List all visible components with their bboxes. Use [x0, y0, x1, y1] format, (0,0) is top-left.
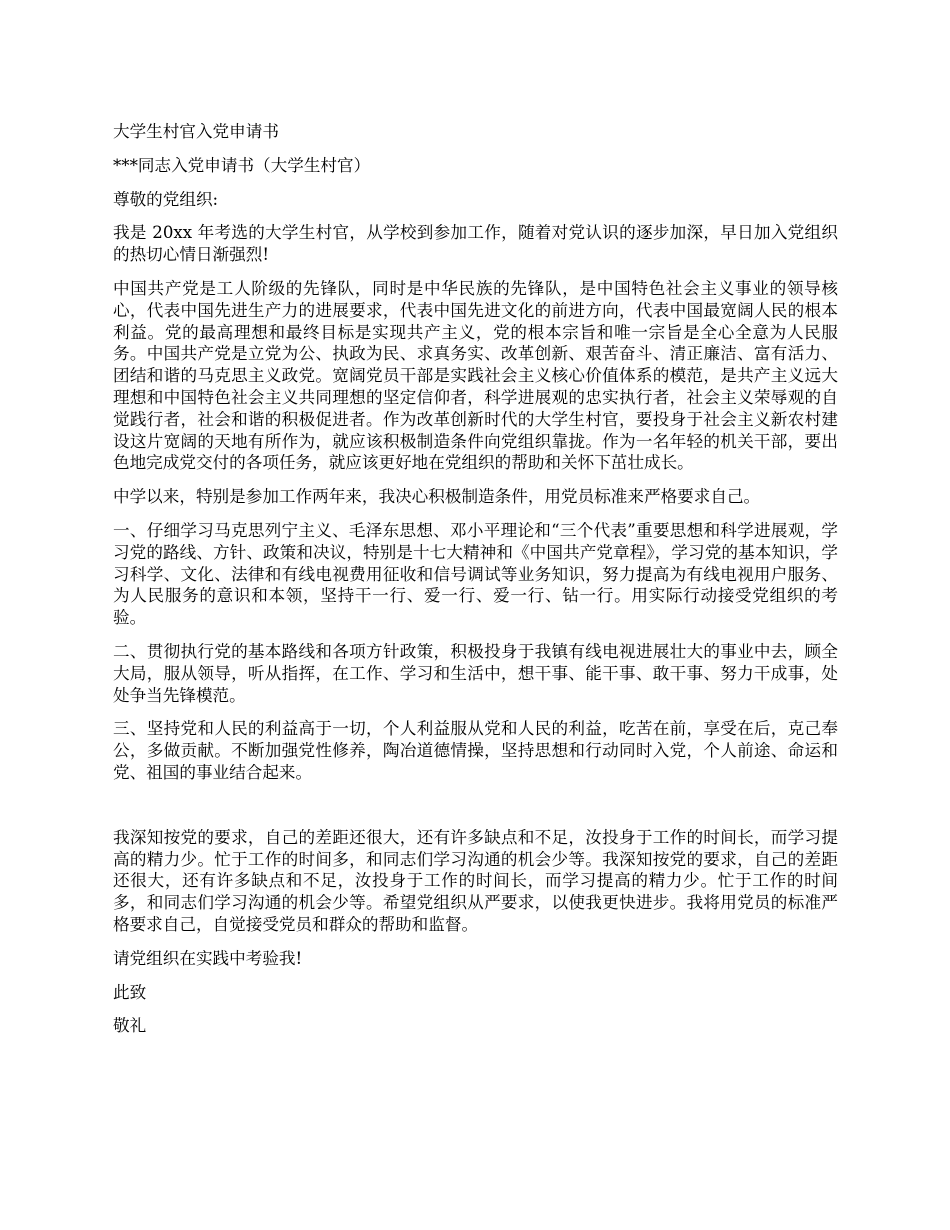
closing-jingli: 敬礼 — [113, 1016, 147, 1036]
paragraph-intro: 我是 20xx 年考选的大学生村官，从学校到参加工作，随着对党认识的逐步加深，早日加入党组织的热切心情日渐强烈! — [113, 223, 838, 265]
document-subtitle: ***同志入党申请书（大学生村官） — [113, 155, 371, 175]
closing-cizhi: 此致 — [113, 982, 147, 1002]
document-title: 大学生村官入党申请书 — [113, 122, 279, 141]
salutation: 尊敬的党组织: — [113, 189, 219, 209]
paragraph-commitment: 中学以来，特别是参加工作两年来，我决心积极制造条件，用党员标准来严格要求自己。 — [113, 487, 761, 507]
document-page — [113, 121, 838, 1049]
paragraph-point-two: 二、贯彻执行党的基本路线和各项方针政策，积极投身于我镇有线电视进展壮大的事业中去，顾全大局，服从领导，听从指挥，在工作、学习和生活中，想干事、能干事、敢干事、努力干成事，处处争当先锋模范。 — [113, 641, 838, 705]
paragraph-point-one: 一、仔细学习马克思列宁主义、毛泽东思想、邓小平理论和“三个代表”重要思想和科学进展观，学习党的路线、方针、政策和决议，特别是十七大精神和《中国共产党章程》，学习党的基本知识，学习科学、文化、法律和有线电视费用征收和信号调试等业务知识，努力提高为有线电视用户服务、为人民服务的意识和本领，坚持干一行、爱一行、爱一行、钻一行。用实际行动接受党组织的考验。 — [113, 520, 838, 628]
paragraph-request: 请党组织在实践中考验我! — [113, 948, 303, 968]
paragraph-party-description: 中国共产党是工人阶级的先锋队，同时是中华民族的先锋队，是中国特色社会主义事业的领导核心，代表中国先进生产力的进展要求，代表中国先进文化的前进方向，代表中国最宽阔人民的根本利益。党的最高理想和最终目标是实现共产主义，党的根本宗旨和唯一宗旨是全心全意为人民服务。中国共产党是立党为公、执政为民、求真务实、改革创新、艰苦奋斗、清正廉洁、富有活力、团结和谐的马克思主义政党。宽阔党员干部是实践社会主义核心价值体系的模范，是共产主义远大理想和中国特色社会主义共同理想的坚定信仰者，科学进展观的忠实执行者，社会主义荣辱观的自觉践行者，社会和谐的积极促进者。作为改革创新时代的大学生村官，要投身于社会主义新农村建设这片宽阔的天地有所作为，就应该积极制造条件向党组织靠拢。作为一名年轻的机关干部，要出色地完成党交付的各项任务，就应该更好地在党组织的帮助和关怀下茁壮成长。 — [113, 278, 838, 473]
paragraph-point-three: 三、坚持党和人民的利益高于一切，个人利益服从党和人民的利益，吃苦在前，享受在后，克己奉公，多做贡献。不断加强党性修养，陶冶道德情操，坚持思想和行动同时入党，个人前途、命运和党、祖国的事业结合起来。 — [113, 719, 838, 782]
paragraph-self-reflection: 我深知按党的要求，自己的差距还很大，还有许多缺点和不足，汝投身于工作的时间长，而学习提高的精力少。忙于工作的时间多，和同志们学习沟通的机会少等。我深知按党的要求，自己的差距还很大，还有许多缺点和不足，汝投身于工作的时间长，而学习提高的精力少。忙于工作的时间多，和同志们学习沟通的机会少等。希望党组织从严要求，以使我更快进步。我将用党员的标准严格要求自己，自觉接受党员和群众的帮助和监督。 — [113, 827, 838, 934]
